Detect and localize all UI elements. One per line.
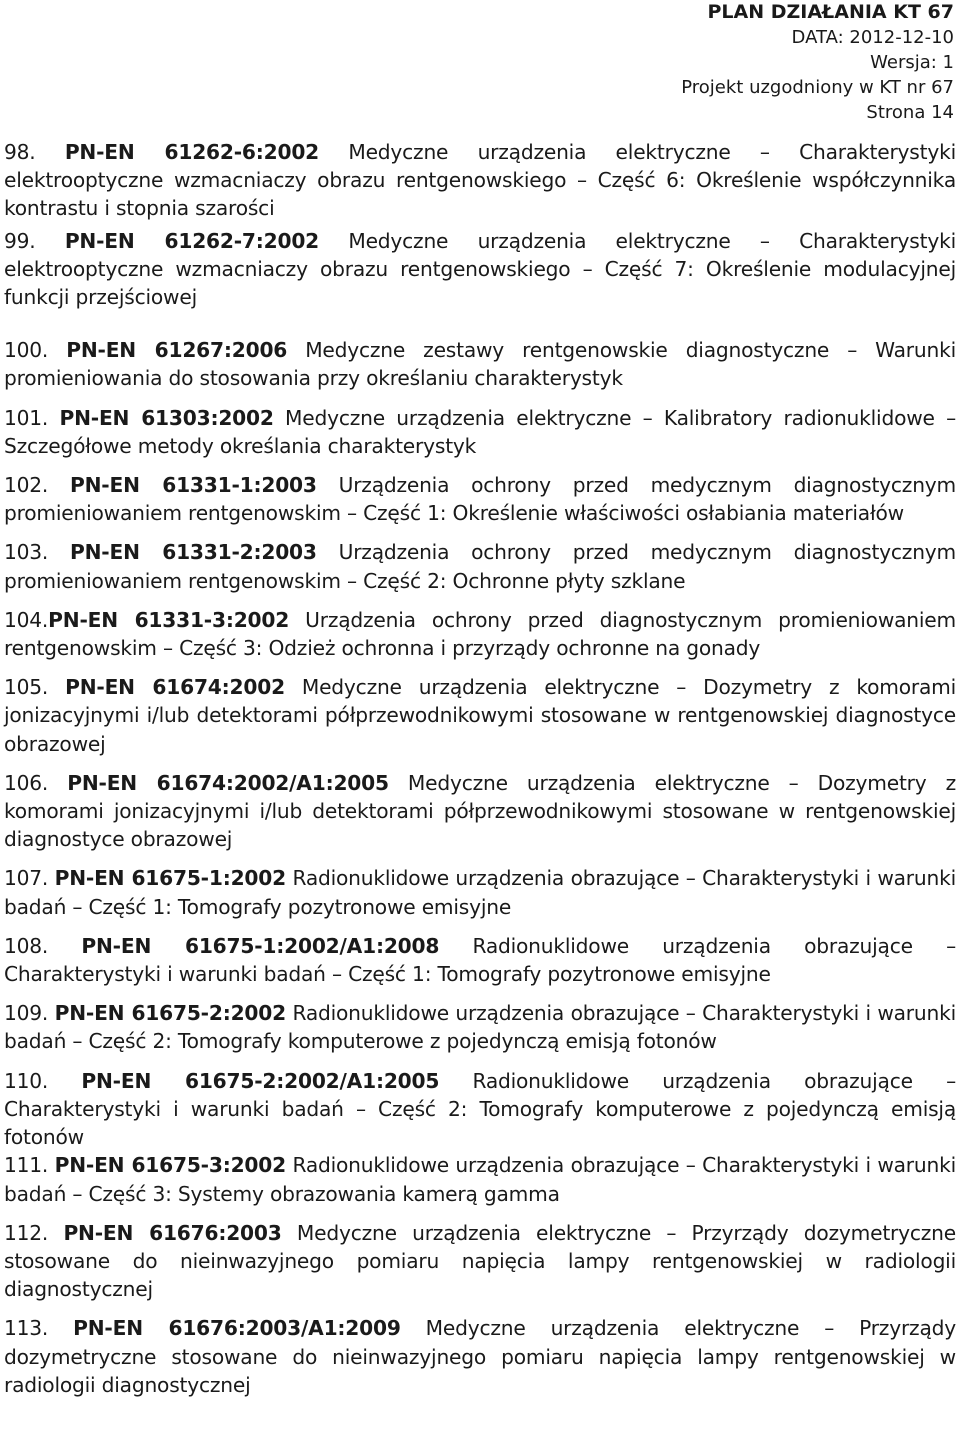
- list-item: 107. PN-EN 61675-1:2002 Radionuklidowe urządzenia obrazujące – Charakterystyki i warunki badań – Część 1: Tomografy pozytronowe emisyjne: [4, 866, 956, 919]
- list-item: 101. PN-EN 61303:2002 Medyczne urządzenia elektryczne – Kalibratory radionuklidowe – Szczegółowe metody określania charakterystyk: [4, 405, 956, 458]
- document-version: Wersja: 1: [870, 52, 954, 73]
- standard-code: PN-EN 61303:2002: [59, 405, 274, 430]
- standard-code: PN-EN 61674:2002/A1:2005: [67, 770, 389, 795]
- list-item: 100. PN-EN 61267:2006 Medyczne zestawy rentgenowskie diagnostyczne – Warunki promieniowania do stosowania przy określaniu charakterystyk: [4, 338, 956, 391]
- list-item: 113. PN-EN 61676:2003/A1:2009 Medyczne urządzenia elektryczne – Przyrządy dozymetryczne stosowane do nieinwazyjnego pomiaru napięcia lampy rentgenowskiej w radiologii diagnostycznej: [4, 1316, 956, 1397]
- standard-code: PN-EN 61675-1:2002: [54, 866, 286, 891]
- list-item: 111. PN-EN 61675-3:2002 Radionuklidowe urządzenia obrazujące – Charakterystyki i warunki badań – Część 3: Systemy obrazowania kamerą gamma: [4, 1153, 956, 1206]
- page-header: [454, 0, 954, 125]
- list-item: 109. PN-EN 61675-2:2002 Radionuklidowe urządzenia obrazujące – Charakterystyki i warunki badań – Część 2: Tomografy komputerowe z pojedynczą emisją fotonów: [4, 1001, 956, 1054]
- standards-list: [4, 138, 956, 1399]
- standard-code: PN-EN 61331-1:2003: [70, 473, 317, 498]
- list-item: 98. PN-EN 61262-6:2002 Medyczne urządzenia elektryczne – Charakterystyki elektrooptyczne wzmacniaczy obrazu rentgenowskiego – Część 6: Określenie współczynnika kontrastu i stopnia szarości: [4, 140, 956, 221]
- standard-code: PN-EN 61267:2006: [66, 338, 288, 363]
- list-item: 110. PN-EN 61675-2:2002/A1:2005 Radionuklidowe urządzenia obrazujące – Charakterystyki i warunki badań – Część 2: Tomografy komputerowe z pojedynczą emisją fotonów: [4, 1068, 956, 1150]
- standard-code: PN-EN 61675-1:2002/A1:2008: [81, 933, 440, 958]
- standard-code: PN-EN 61262-6:2002: [64, 140, 320, 164]
- list-item: 103. PN-EN 61331-2:2003 Urządzenia ochrony przed medycznym diagnostycznym promieniowaniem rentgenowskim – Część 2: Ochronne płyty szklane: [4, 540, 957, 593]
- list-item: 99. PN-EN 61262-7:2002 Medyczne urządzenia elektryczne – Charakterystyki elektrooptyczne wzmacniaczy obrazu rentgenowskiego – Część 7: Określenie modulacyjnej funkcji przejściowej: [4, 228, 956, 310]
- list-item: 104.PN-EN 61331-3:2002 Urządzenia ochrony przed diagnostycznym promieniowaniem rentgenowskim – Część 3: Odzież ochronna i przyrządy ochronne na gonady: [4, 607, 956, 661]
- standard-code: PN-EN 61674:2002: [65, 675, 285, 700]
- list-item: 102. PN-EN 61331-1:2003 Urządzenia ochrony przed medycznym diagnostycznym promieniowaniem rentgenowskim – Część 1: Określenie właściwości osłabiania materiałów: [4, 473, 957, 526]
- list-item: 112. PN-EN 61676:2003 Medyczne urządzenia elektryczne – Przyrządy dozymetryczne stosowane do nieinwazyjnego pomiaru napięcia lampy rentgenowskiej w radiologii diagnostycznej: [4, 1220, 956, 1302]
- standard-code: PN-EN 61675-2:2002/A1:2005: [81, 1068, 440, 1093]
- standard-code: PN-EN 61675-2:2002: [54, 1001, 286, 1026]
- list-item: 106. PN-EN 61674:2002/A1:2005 Medyczne urządzenia elektryczne – Dozymetry z komorami jonizacyjnymi i/lub detektorami półprzewodnikowymi stosowane w rentgenowskiej diagnostyce obrazowej: [4, 770, 956, 852]
- standard-code: PN-EN 61676:2003/A1:2009: [73, 1316, 401, 1341]
- standard-code: PN-EN 61676:2003: [63, 1220, 282, 1245]
- document-title: PLAN DZIAŁANIA KT 67: [707, 1, 954, 23]
- standard-code: PN-EN 61331-3:2002: [48, 607, 290, 632]
- standard-code: PN-EN 61675-3:2002: [54, 1153, 286, 1178]
- document-date: DATA: 2012-12-10: [791, 27, 954, 48]
- standard-code: PN-EN 61262-7:2002: [64, 228, 320, 253]
- list-item: 108. PN-EN 61675-1:2002/A1:2008 Radionuklidowe urządzenia obrazujące – Charakterystyki i warunki badań – Część 1: Tomografy pozytronowe emisyjne: [4, 933, 956, 987]
- project-note: Projekt uzgodniony w KT nr 67: [681, 77, 954, 98]
- list-item: 105. PN-EN 61674:2002 Medyczne urządzenia elektryczne – Dozymetry z komorami jonizacyjnymi i/lub detektorami półprzewodnikowymi stosowane w rentgenowskiej diagnostyce obrazowej: [4, 675, 957, 756]
- page-number: Strona 14: [866, 102, 954, 123]
- standard-code: PN-EN 61331-2:2003: [70, 540, 317, 565]
